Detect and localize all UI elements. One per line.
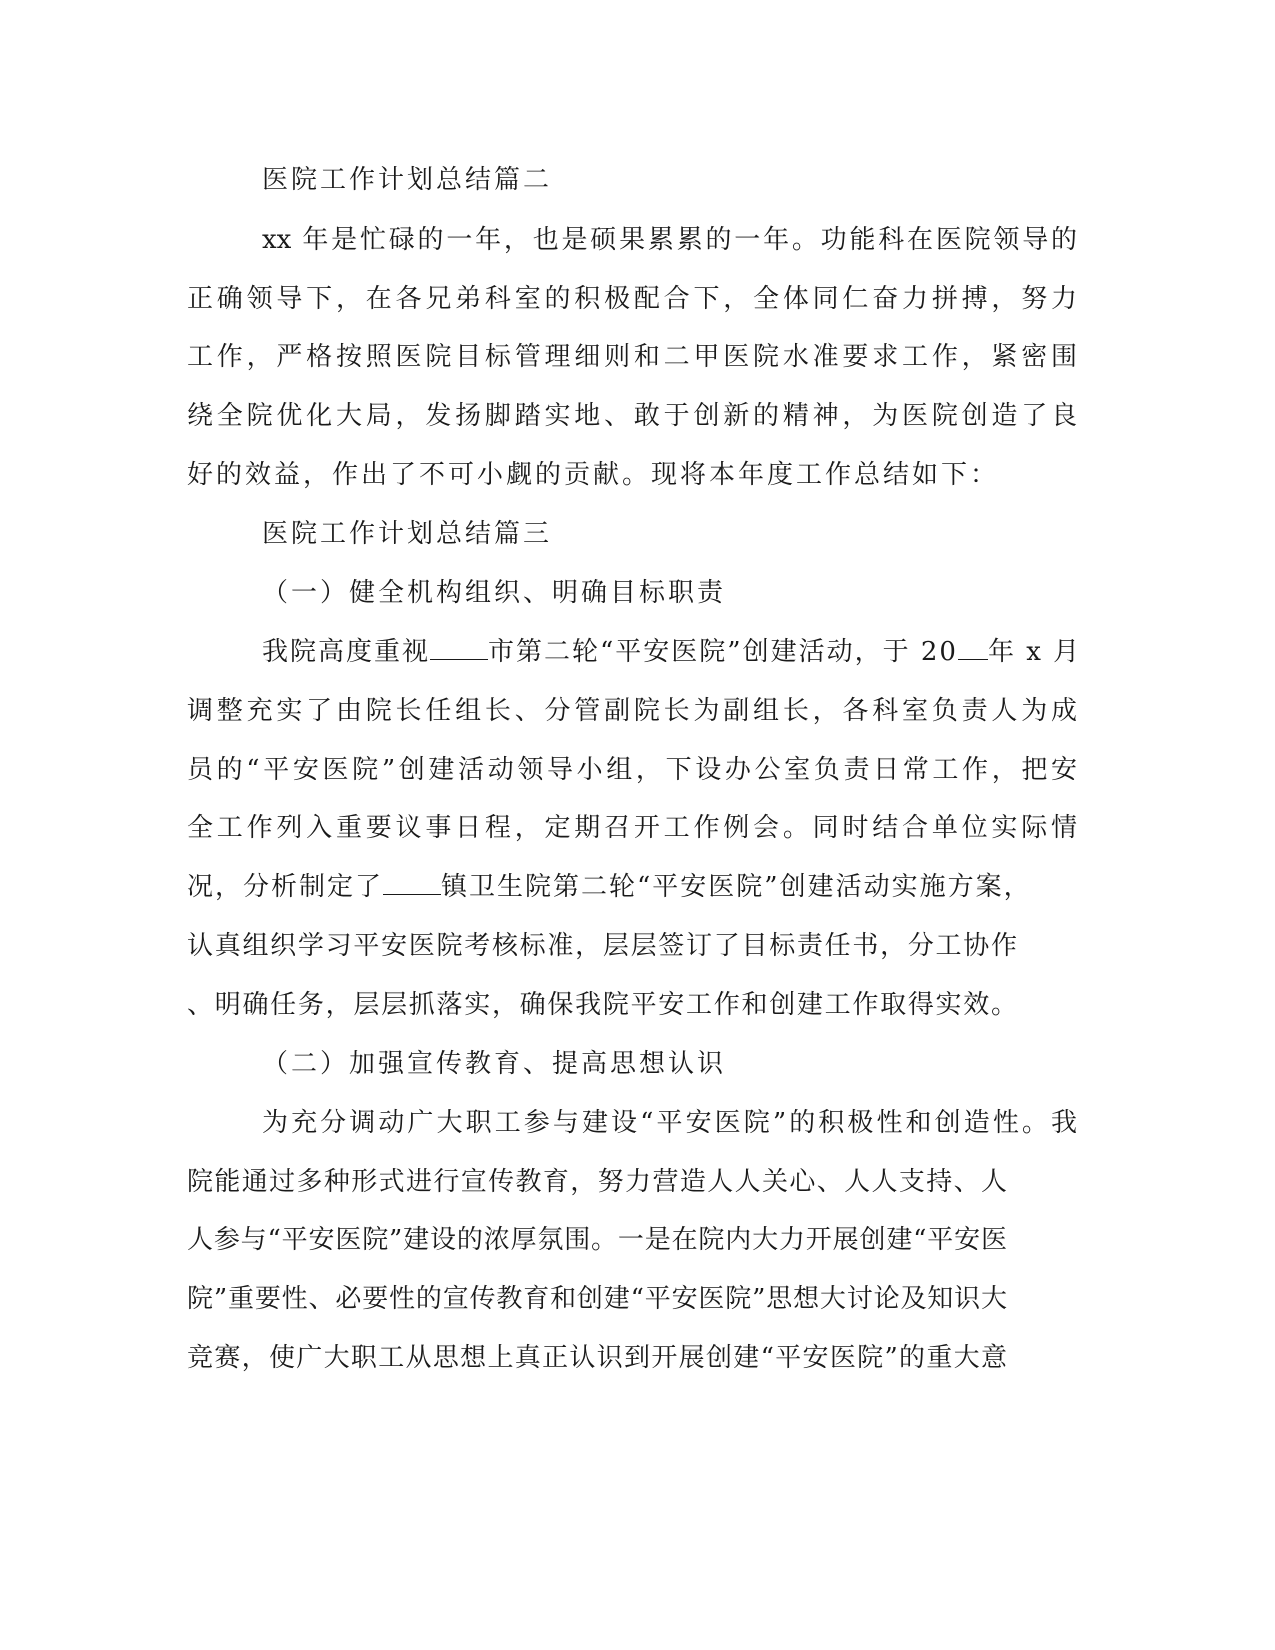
paragraph-line: xx 年是忙碌的一年，也是硕果累累的一年。功能科在医院领导的 [262,225,1077,255]
paragraph-line: 绕全院优化大局，发扬脚踏实地、敢于创新的精神，为医院创造了良 [187,401,1077,431]
paragraph-line: 员的“平安医院”创建活动领导小组，下设办公室负责日常工作，把安 [187,755,1077,785]
text-segment: 况，分析制定了 [187,872,384,902]
fill-in-blank [958,633,988,660]
paragraph-line: 正确领导下，在各兄弟科室的积极配合下，全体同仁奋力拼搏，努力 [187,284,1077,314]
text-segment: 年 x 月 [987,637,1082,667]
paragraph-line: 工作，严格按照医院目标管理细则和二甲医院水准要求工作，紧密围 [187,342,1077,372]
paragraph-line: 院能通过多种形式进行宣传教育，努力营造人人关心、人人支持、人 [187,1167,1007,1197]
fill-in-blank [383,868,441,895]
text-segment: 我院高度重视 [262,637,431,667]
paragraph-line: 为充分调动广大职工参与建设“平安医院”的积极性和创造性。我 [262,1108,1077,1138]
paragraph-line: 认真组织学习平安医院考核标准，层层签订了目标责任书，分工协作 [187,931,1017,961]
section-title: （一）健全机构组织、明确目标职责 [262,578,727,608]
paragraph-line: 、明确任务，层层抓落实，确保我院平安工作和创建工作取得实效。 [187,990,1017,1020]
paragraph-line: 人参与“平安医院”建设的浓厚氛围。一是在院内大力开展创建“平安医 [187,1225,1007,1255]
paragraph-line: 院”重要性、必要性的宣传教育和创建“平安医院”思想大讨论及知识大 [187,1284,1007,1314]
heading-article-2: 医院工作计划总结篇二 [262,165,553,195]
heading-article-3: 医院工作计划总结篇三 [262,519,553,549]
paragraph-line [262,632,1082,672]
paragraph-line: 好的效益，作出了不可小觑的贡献。现将本年度工作总结如下： [187,460,1000,490]
paragraph-line: 竞赛，使广大职工从思想上真正认识到开展创建“平安医院”的重大意 [187,1343,1007,1373]
paragraph-line: 调整充实了由院长任组长、分管副院长为副组长，各科室负责人为成 [187,696,1077,726]
text-segment: 镇卫生院第二轮“平安医院”创建活动实施方案， [441,872,1032,902]
paragraph-line: 全工作列入重要议事日程，定期召开工作例会。同时结合单位实际情 [187,813,1077,843]
paragraph-line [187,867,1077,907]
section-title: （二）加强宣传教育、提高思想认识 [262,1049,727,1079]
text-segment: 市第二轮“平安医院”创建活动，于 20 [488,637,958,667]
fill-in-blank [430,633,488,660]
